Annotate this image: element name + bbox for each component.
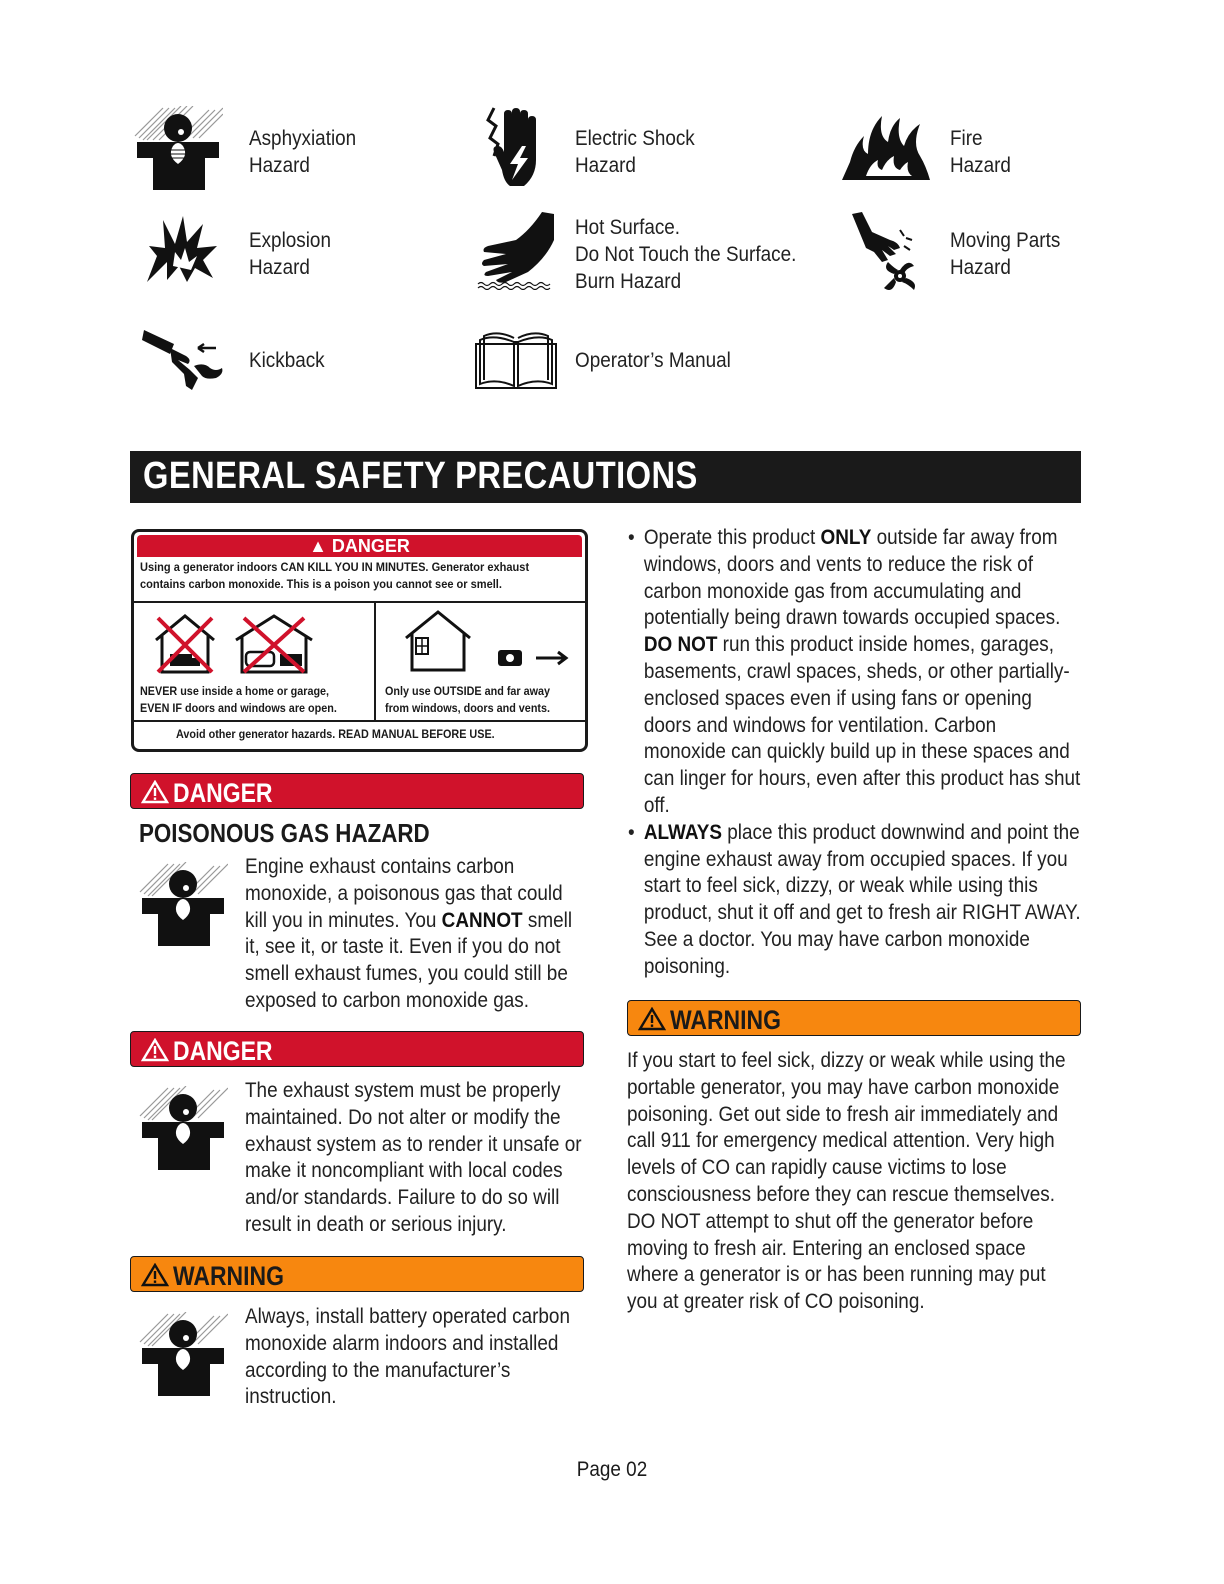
explosion-label: Explosion Hazard xyxy=(249,229,331,279)
co-poisoning-warning-text: If you start to feel sick, dizzy or weak while using the portable generator, you may have carbon monoxide poisoning. Get out side to fresh air immediately and call 911 for emergency medical attention. Very high levels of CO can rapidly cause victims to lose consciousness before they can rescue themselves. DO NOT attempt to shut off the generator before moving to fresh air. Entering an enclosed space where a generator is or has been running may put you at greater risk of CO poisoning. xyxy=(627,1048,1066,1314)
signal-word: WARNING xyxy=(173,1261,284,1291)
label-divider xyxy=(134,720,585,722)
asphyxiation-label: Asphyxiation Hazard xyxy=(249,127,357,177)
generator-arrow-icon xyxy=(496,644,572,670)
moving-parts-label: Moving Parts Hazard xyxy=(950,229,1061,279)
signal-word: DANGER xyxy=(173,1036,273,1066)
house-outline-icon xyxy=(402,608,474,674)
asphyxiation-icon xyxy=(138,1312,228,1396)
label-only-caption: Only use OUTSIDE and far away from windows, doors and vents. xyxy=(385,684,551,715)
asphyxiation-icon xyxy=(133,106,223,190)
warning-triangle-icon xyxy=(638,1007,666,1031)
garage-crossed-icon xyxy=(232,610,316,676)
moving-parts-icon xyxy=(850,210,920,294)
section-title: GENERAL SAFETY PRECAUTIONS xyxy=(143,455,698,497)
asphyxiation-icon xyxy=(138,862,228,946)
signal-word: DANGER xyxy=(173,778,273,808)
label-divider xyxy=(134,601,585,603)
warning-triangle-icon xyxy=(141,780,169,804)
section-header xyxy=(130,451,1081,503)
label-signal-header xyxy=(137,535,582,557)
operators-manual-icon xyxy=(474,330,558,392)
house-crossed-icon xyxy=(152,610,218,676)
hot-surface-label: Hot Surface. Do Not Touch the Surface. Burn Hazard xyxy=(575,216,797,293)
poisonous-gas-title: POISONOUS GAS HAZARD xyxy=(139,818,430,848)
fire-icon xyxy=(842,110,932,182)
exhaust-system-text: The exhaust system must be properly maintained. Do not alter or modify the exhaust system as to render it unsafe or make it noncompliant with local codes and/or standards. Failure to do so will result in death or serious injury. xyxy=(245,1078,582,1236)
right-bullets xyxy=(628,524,1081,980)
danger-banner xyxy=(130,1031,584,1067)
label-footer: Avoid other generator hazards. READ MANUAL BEFORE USE. xyxy=(176,727,495,741)
bullet-operate-outside: • Operate this product ONLY outside far away from windows, doors and vents to reduce the risk of carbon monoxide gas from accumulating and potentially being drawn towards occupied spaces. DO NOT run this product inside homes, garages, basements, crawl spaces, sheds, or other partially-enclosed spaces even if using fans or opening doors and windows for ventilation. Carbon monoxide can quickly build up in these spaces and can linger for hours, even after this product has shut off. xyxy=(628,524,1081,819)
warning-banner xyxy=(627,1000,1081,1036)
asphyxiation-icon xyxy=(138,1086,228,1170)
label-signal-word: DANGER xyxy=(331,536,410,556)
co-alarm-text: Always, install battery operated carbon monoxide alarm indoors and installed according to the manufacturer’s instruction. xyxy=(245,1304,570,1409)
label-warning-text: Using a generator indoors CAN KILL YOU IN MINUTES. Generator exhaust contains carbon monoxide. This is a poison you cannot see or smell. xyxy=(140,560,530,591)
kickback-label: Kickback xyxy=(249,349,325,372)
fire-label: Fire Hazard xyxy=(950,127,1011,177)
warning-triangle-icon xyxy=(141,1263,169,1287)
label-vertical-divider xyxy=(374,603,376,720)
warning-triangle-icon xyxy=(141,1038,169,1062)
signal-word: WARNING xyxy=(670,1005,781,1035)
generator-danger-label xyxy=(131,529,588,752)
danger-banner xyxy=(130,773,584,809)
hot-surface-icon xyxy=(476,210,556,290)
poisonous-gas-text: Engine exhaust contains carbon monoxide, a poisonous gas that could kill you in minutes. You CANNOT smell it, see it, or taste it. Even if you do not smell exhaust fumes, you could still be exposed to carbon monoxide gas. xyxy=(245,854,573,1012)
warning-banner xyxy=(130,1256,584,1292)
warning-triangle-icon: ▲ xyxy=(309,536,327,556)
electric-shock-label: Electric Shock Hazard xyxy=(575,127,695,177)
bullet-always-downwind: • ALWAYS place this product downwind and point the engine exhaust away from occupied spaces. If you start to feel sick, dizzy, or weak while using this product, shut it off and get to fresh air RIGHT AWAY. See a doctor. You may have carbon monoxide poisoning. xyxy=(628,819,1081,980)
explosion-icon xyxy=(147,216,217,282)
label-never-caption: NEVER use inside a home or garage, EVEN IF doors and windows are open. xyxy=(140,684,337,715)
electric-shock-icon xyxy=(480,106,550,188)
operators-manual-label: Operator’s Manual xyxy=(575,349,731,372)
kickback-icon xyxy=(140,326,226,396)
page-number: Page 02 xyxy=(576,1458,648,1481)
